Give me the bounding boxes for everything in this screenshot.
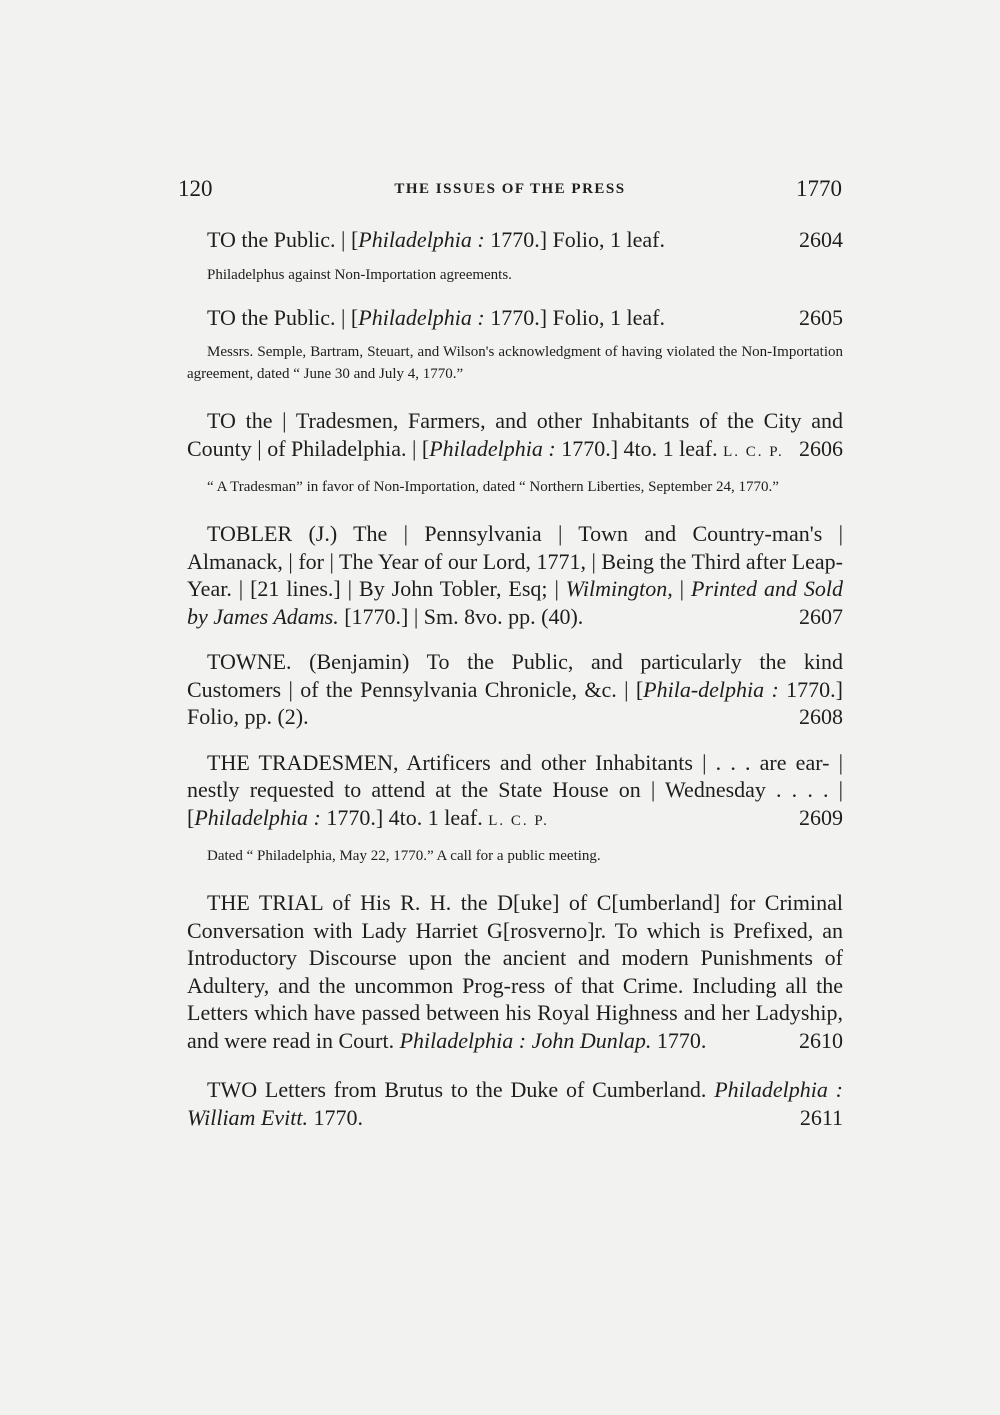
entry-2608 [187, 648, 843, 731]
entry-text: TOWNE. (Benjamin) To the Public, and particularly the kind Customers | of the Pennsylvania Chronicle, &c. | [ [187, 649, 843, 702]
entry-number: 2606 [799, 435, 843, 461]
entry-imprint-italic: Philadelphia : John Dunlap. [399, 1027, 652, 1053]
running-header [178, 176, 842, 210]
entry-text: 1770. [651, 1027, 707, 1053]
entry-text: TO the Public. | [ [207, 304, 359, 330]
entry-imprint-italic: Philadelphia : [358, 304, 485, 330]
entry-text: TO the Public. | [207, 227, 351, 252]
entry-note: Messrs. Semple, Bartram, Steuart, and Wilson's acknowledgment of having violated the Non-Importation agreement, dated “ June 30 and July 4, 1770.” [187, 344, 843, 382]
entry-2604 [187, 226, 843, 254]
entry-2605 [187, 304, 843, 332]
entry-2611 [187, 1076, 843, 1131]
entry-number: 2604 [799, 227, 843, 252]
entry-note: Dated “ Philadelphia, May 22, 1770.” A call for a public meeting. [207, 848, 601, 864]
entry-text: [1770.] | Sm. 8vo. pp. (40). [338, 603, 584, 629]
running-title: THE ISSUES OF THE PRESS [394, 181, 626, 197]
entry-text: 1770.] 4to. 1 leaf. [320, 804, 483, 830]
entry-text: 1770.] Folio, pp. (2). [187, 676, 843, 729]
entry-text: TWO Letters from Brutus to the Duke of Cumberland. [207, 1077, 715, 1102]
entry-imprint-italic: Philadelphia : [429, 435, 556, 461]
entry-number: 2605 [799, 304, 843, 330]
entry-imprint-italic: Wilmington, [565, 576, 673, 601]
entry-imprint-italic: Philadelphia : [358, 227, 485, 252]
entry-note: Philadelphus against Non-Importation agreements. [207, 266, 512, 283]
entry-imprint-italic: Printed and Sold by James Adams. [187, 576, 844, 629]
entry-2606 [187, 407, 843, 466]
entry-text: [ [350, 227, 359, 252]
entry-text: TO the | Tradesmen, Farmers, and other Inhabitants of the City and County | of Philadelphia. | [ [187, 408, 843, 461]
entry-imprint-italic: Phila-delphia : [643, 676, 779, 702]
entry-number: 2611 [799, 1104, 843, 1130]
entry-text: 1770.] Folio, 1 leaf. [484, 227, 666, 252]
entry-text: 1770. [308, 1104, 363, 1130]
entry-text: THE TRADESMEN, Artificers and other Inhabitants | . . . are ear- | nestly requested to attend at the State House on | Wednesday . . . . | [ [187, 749, 843, 830]
page-number: 120 [178, 176, 213, 201]
entry-text: THE TRIAL of His R. H. the D[uke] of C[umberland] for Criminal Conversation with Lady Harriet G[rosverno]r. To which is Prefixed, an Introductory Discourse upon the ancient and modern Punishments of Adultery, and the uncommon Prog-ress of that Crime. Including all the Letters which have passed between his Royal Highness and her Ladyship, and were read in Court. [187, 890, 843, 1053]
entry-2610 [187, 889, 843, 1054]
entry-number: 2607 [799, 603, 843, 629]
entry-note: “ A Tradesman” in favor of Non-Importation, dated “ Northern Liberties, September 24, 1770.” [207, 479, 779, 495]
entry-2609 [187, 749, 843, 836]
entry-number: 2608 [799, 704, 843, 729]
library-location: L. C. P. [723, 443, 784, 460]
header-year: 1770 [796, 176, 842, 201]
entry-imprint-italic: Philadelphia : [194, 804, 321, 830]
bibliography-entries [187, 226, 843, 1131]
entry-text: TOBLER (J.) The | Pennsylvania | Town and Country-man's | Almanack, | for | The Year of our Lord, 1771, | Being the Third after Leap-Year. | [21 lines.] | By John Tobler, Esq; | [187, 521, 843, 601]
entry-text: | [672, 576, 692, 601]
entry-text: 1770.] 4to. 1 leaf. [555, 435, 718, 461]
library-location: L. C. P. [488, 812, 549, 829]
entry-imprint-italic: Philadelphia : William Evitt. [187, 1077, 843, 1130]
entry-2607 [187, 520, 843, 630]
entry-number: 2609 [799, 804, 843, 830]
entry-number: 2610 [799, 1027, 843, 1053]
entry-text: 1770.] Folio, 1 leaf. [484, 304, 666, 330]
